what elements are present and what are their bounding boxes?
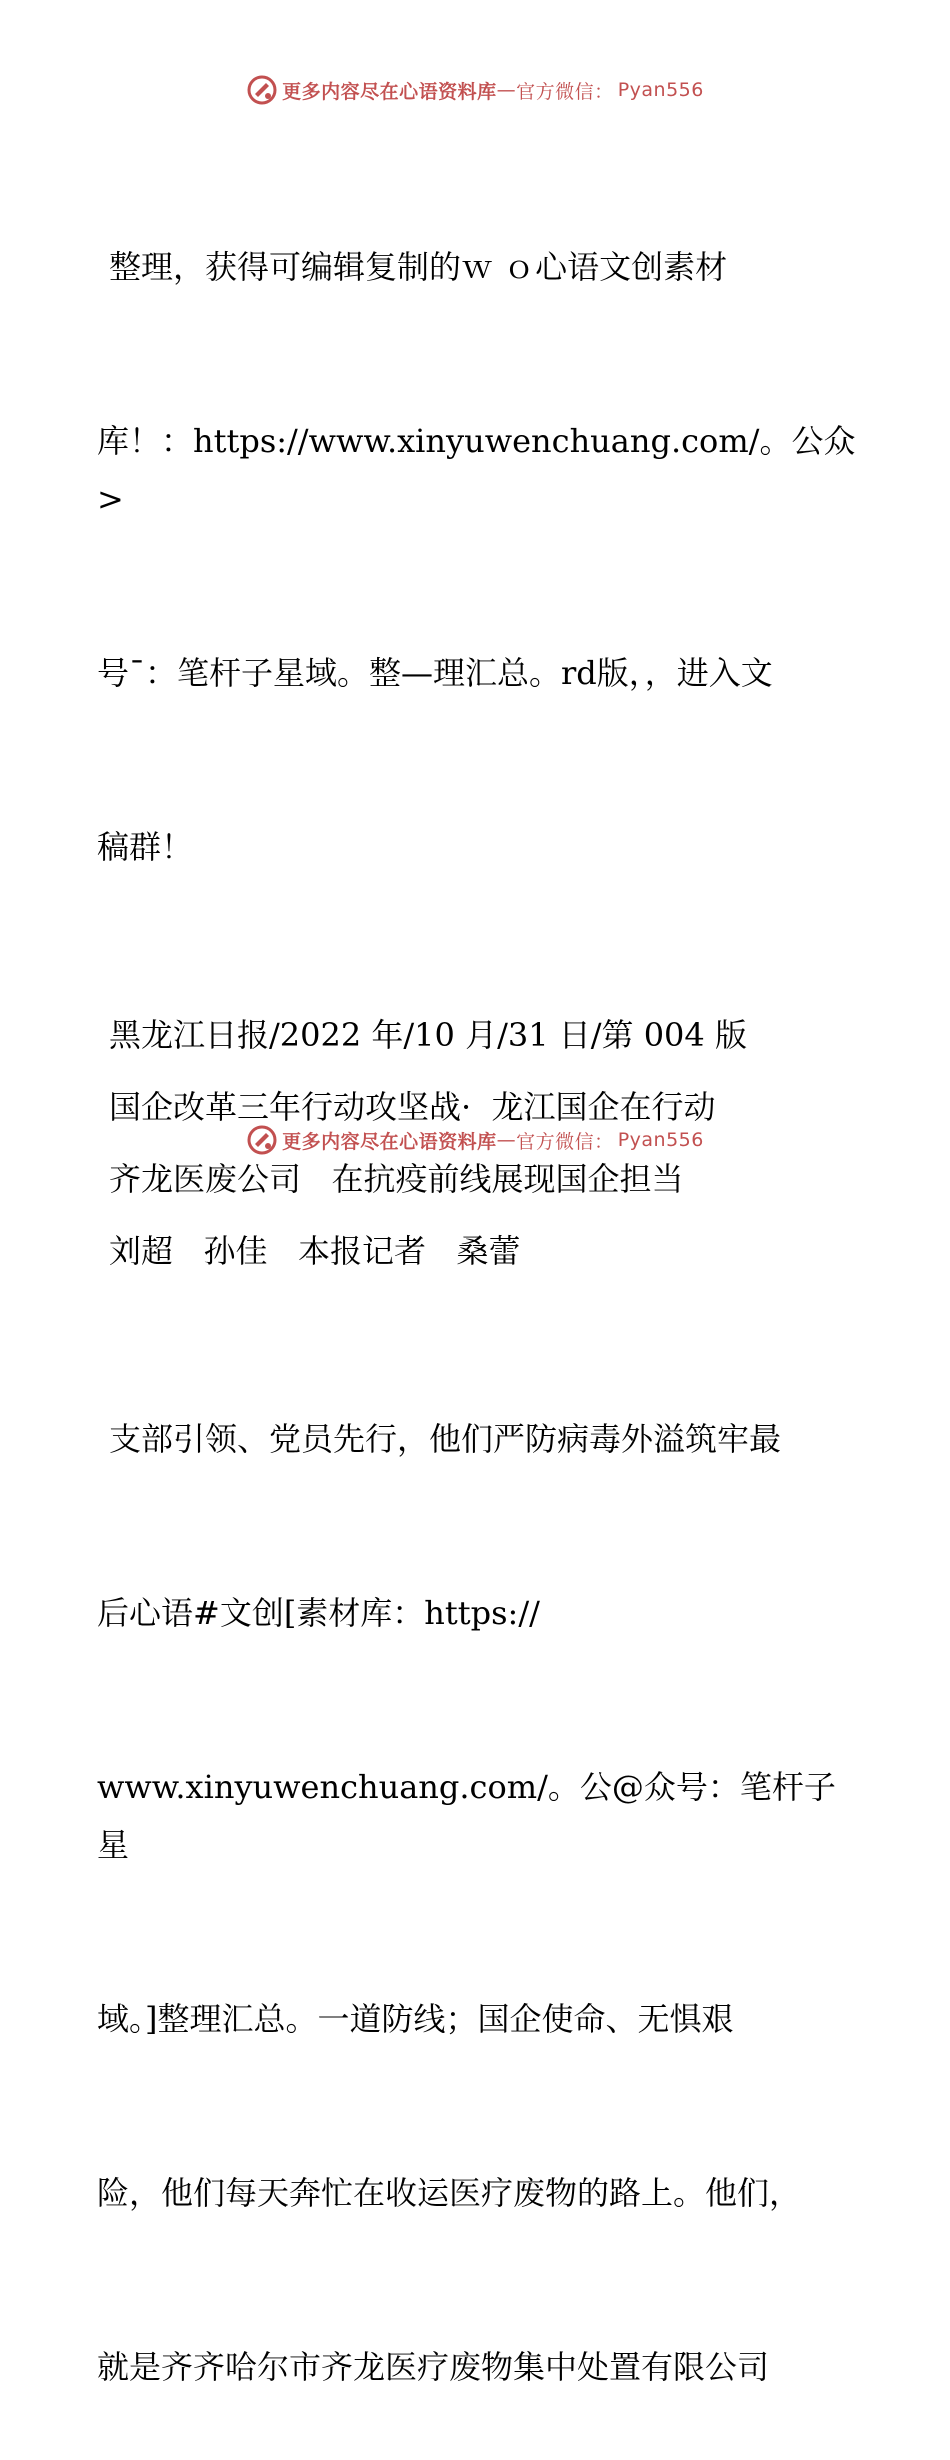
source-line: 黑龙江日报/2022 年/10 月/31 日/第 004 版 [109, 1016, 747, 1054]
footer-banner [0, 1120, 950, 1160]
intro-line: 库！：https://www.xinyuwenchuang.com/。公众> [97, 422, 856, 518]
banner-wechat-id: Pyan556 [617, 79, 704, 101]
series-title: 国企改革三年行动攻坚战· 龙江国企在行动 [109, 1088, 716, 1126]
banner-site-text: 更多内容尽在心语资料库 [282, 1130, 497, 1153]
intro-line: 整理，获得可编辑复制的ｗ ｏ心语文创素材 [109, 248, 728, 286]
body-line: 就是齐齐哈尔市齐龙医疗废物集中处置有限公司 [97, 2348, 770, 2386]
body-line: 支部引领、党员先行，他们严防病毒外溢筑牢最 [109, 1420, 782, 1458]
banner-wechat-id: Pyan556 [617, 1129, 704, 1151]
logo-icon [246, 1124, 278, 1156]
banner-dash: — [496, 1129, 517, 1151]
intro-line: 稿群！ [97, 828, 194, 866]
body-line: 后心语#文创[素材库：https:// [97, 1594, 540, 1632]
intro-paragraph [97, 122, 867, 992]
banner-dash: — [496, 79, 517, 101]
logo-icon [246, 74, 278, 106]
banner-site-text: 更多内容尽在心语资料库 [282, 80, 497, 103]
body-paragraph [97, 1294, 867, 2460]
body-line: 域。]整理汇总。一道防线；国企使命、无惧艰 [97, 2000, 734, 2038]
body-line: 险，他们每天奔忙在收运医疗废物的路上。他们， [97, 2174, 802, 2212]
banner-official-text: 官方微信： [516, 80, 614, 103]
intro-line: 号¯：笔杆子星域。整—理汇总。rd版，，进入文 [97, 654, 773, 692]
header-banner [0, 70, 950, 110]
document-body [97, 122, 867, 2460]
headline: 齐龙医废公司 在抗疫前线展现国企担当 [109, 1160, 684, 1198]
banner-official-text: 官方微信： [516, 1130, 614, 1153]
body-line: www.xinyuwenchuang.com/。公@众号：笔杆子星 [97, 1768, 836, 1864]
byline: 刘超 孙佳 本报记者 桑蕾 [109, 1232, 521, 1270]
